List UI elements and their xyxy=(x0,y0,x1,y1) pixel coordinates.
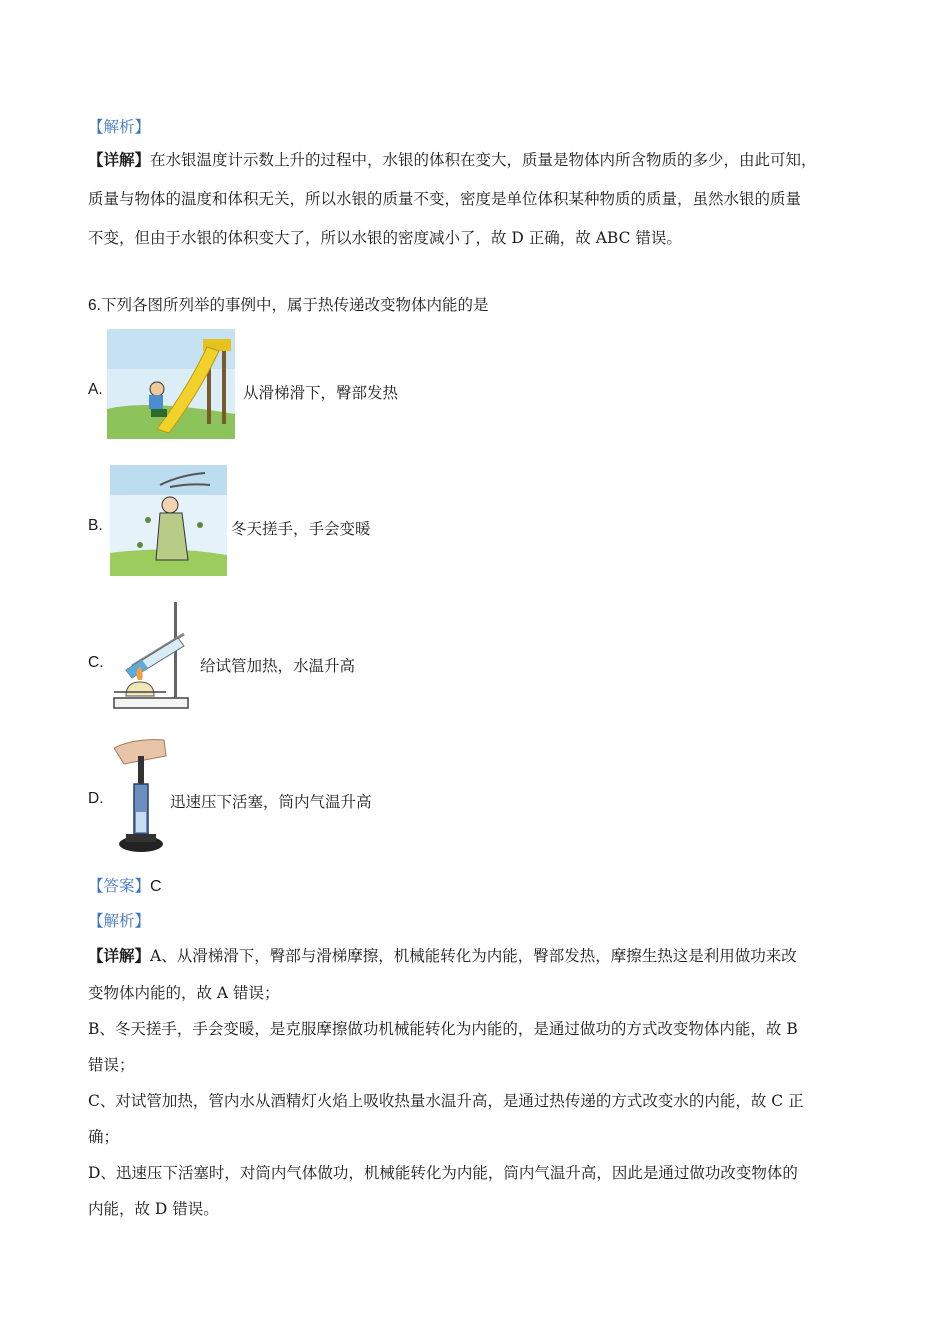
detail-paragraph-line: 确； xyxy=(88,1128,120,1146)
option-c-letter: C. xyxy=(88,654,104,671)
piston-cylinder-illustration xyxy=(114,738,168,856)
detail-paragraph-line: 变物体内能的，故 A 错误； xyxy=(88,984,280,1002)
option-a-letter: A. xyxy=(88,381,103,398)
answer-value: C xyxy=(150,878,162,895)
detail-paragraph-line: D、迅速压下活塞时，对筒内气体做功，机械能转化为内能，筒内气温升高，因此是通过做功改变物体的 xyxy=(88,1164,798,1182)
detail-paragraph-line: 内能，故 D 错误。 xyxy=(88,1200,219,1218)
test-tube-heating-illustration xyxy=(112,600,190,712)
answer-line xyxy=(88,876,162,897)
question-text: 下列各图所列举的事例中，属于热传递改变物体内能的是 xyxy=(100,296,489,314)
option-c-text: 给试管加热，水温升高 xyxy=(200,657,356,675)
detail-paragraph-line: 不变，但由于水银的体积变大了，所以水银的密度减小了，故 D 正确，故 ABC 错误。 xyxy=(88,229,682,247)
detail-paragraph-line xyxy=(88,946,797,966)
detail-paragraph-line: C、对试管加热，管内水从酒精灯火焰上吸收热量水温升高，是通过热传递的方式改变水的内能，故 C 正 xyxy=(88,1092,804,1110)
detail-paragraph-line xyxy=(88,150,817,170)
detail-paragraph-line: B、冬天搓手，手会变暖，是克服摩擦做功机械能转化为内能的，是通过做功的方式改变物体内能，故 B xyxy=(88,1020,798,1038)
option-d-letter: D. xyxy=(88,790,104,807)
slide-illustration xyxy=(107,329,235,439)
option-b-letter: B. xyxy=(88,517,103,534)
detail-paragraph-line: 质量与物体的温度和体积无关，所以水银的质量不变，密度是单位体积某种物质的质量，虽然水银的质量 xyxy=(88,190,802,208)
analysis-tag: 【解析】 xyxy=(88,912,151,930)
detail-paragraph-line: 错误； xyxy=(88,1056,135,1074)
option-b-text: 冬天搓手，手会变暖 xyxy=(231,520,371,538)
answer-tag: 【答案】 xyxy=(88,877,151,895)
detail-text: 在水银温度计示数上升的过程中，水银的体积在变大，质量是物体内所含物质的多少，由此可知， xyxy=(150,151,817,169)
question-stem xyxy=(88,295,488,316)
question-number: 6. xyxy=(88,297,101,314)
analysis-tag: 【解析】 xyxy=(88,118,151,136)
detail-tag: 【详解】 xyxy=(88,150,151,169)
option-d-text: 迅速压下活塞，筒内气温升高 xyxy=(170,793,372,811)
detail-text: A、从滑梯滑下，臀部与滑梯摩擦，机械能转化为内能，臀部发热，摩擦生热这是利用做功来改 xyxy=(150,947,797,965)
option-a-text: 从滑梯滑下，臀部发热 xyxy=(243,384,399,402)
detail-tag: 【详解】 xyxy=(88,946,151,965)
rubbing-hands-illustration xyxy=(110,465,227,576)
